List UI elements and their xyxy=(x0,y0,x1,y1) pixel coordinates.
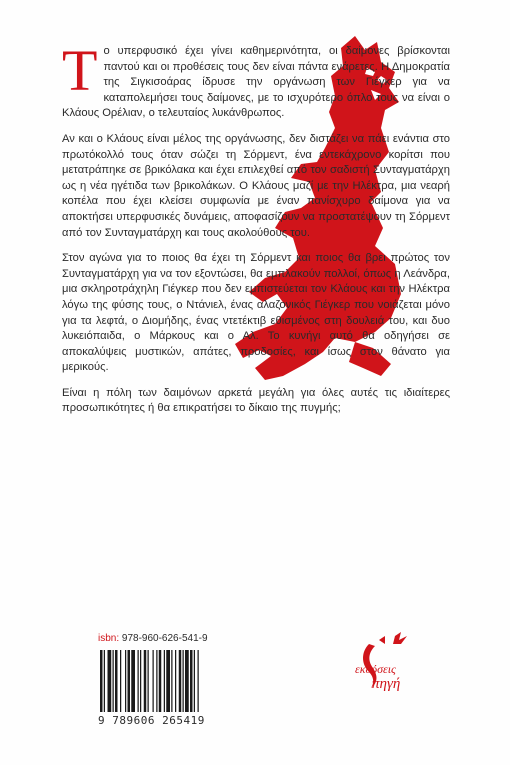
paragraph-3: Στον αγώνα για το ποιος θα έχει τη Σόρμεντ και ποιος θα βρει πρώτος τον Συνταγματάρχη για να τον εξοντώσει, θα εμπλακούν πολλοί, όπως η Λεάνδρα, μια σκληροτράχηλη Γιέγκερ που δεν εμπιστεύεται τον Κλάους και την Ηλέκτρα λόγω της φύσης τους, ο Ντάνιελ, ένας αλαζονικός Γιέγκερ που νοιάζεται μόνο για τα λεφτά, ο Διομήδης, ένας ντετέκτιβ εθισμένος στη δουλειά του, και δυο λυκειόπαιδα, ο Μάρκους και ο Αλ. Το κυνήγι αυτό θα οδηγήσει σε αποκαλύψεις μυστικών, απάτες, προδοσίες, και ίσως στον θάνατο για μερικούς. xyxy=(62,252,450,374)
barcode-bar xyxy=(131,650,135,712)
barcode-bar xyxy=(104,650,105,712)
barcode-bar xyxy=(159,650,162,712)
barcode-bar xyxy=(100,650,103,712)
barcode-bar xyxy=(144,650,147,712)
paragraph-4: Είναι η πόλη των δαιμόνων αρκετά μεγάλη για όλες αυτές τις ιδιαίτερες προσωπικότητες ή θα επικρατήσει το δίκαιο της πυγμής; xyxy=(62,386,450,415)
barcode-bar xyxy=(148,650,149,712)
barcode-bar xyxy=(115,650,118,712)
paragraph-2: Αν και ο Κλάους είναι μέλος της οργάνωσης, δεν διστάζει να πάει ενάντια στο πρωτόκολλό τους όταν σώζει τη Σόρμεντ, ένα εντεκάχρονο κορίτσι που μετατράπηκε σε βρικόλακα και έχει επιλεχθεί από τον σαδιστή Συνταγματάρχη ως η νέα ηγέτιδα των βρικολάκων. Ο Κλάους μαζί με την Ηλέκτρα, μια νεαρή κοπέλα που έχει κλείσει συμφωνία με έναν πανίσχυρο δαίμονα για να αποκτήσει υπερφυσικές δυνάμεις, αποφασίζουν να προστατέψουν τη Σόρμεντ από τον Συνταγματάρχη και τους ακολούθους του. xyxy=(62,132,450,239)
barcode-bar xyxy=(198,650,199,712)
publisher-name-line1: εκδόσεις xyxy=(355,662,396,676)
barcode-bar xyxy=(138,650,139,712)
barcode-bar xyxy=(125,650,126,712)
barcode-bar xyxy=(183,650,184,712)
isbn-label: isbn: xyxy=(98,633,120,644)
paragraph-1: Το υπερφυσικό έχει γίνει καθημερινότητα, οι δαίμονες βρίσκονται παντού και οι προθέσεις τους δεν είναι πάντα ενάρετες. Η Δημοκρατία της Σιγκισοάρας ίδρυσε την οργάνωση των Γιέγκερ για να καταπολεμήσει τους δαίμονες, με το ισχυρότερο όπλο τους να είναι ο Κλάους Ορέλιαν, ο τελευταίος λυκάνθρωπος. xyxy=(62,38,450,120)
isbn xyxy=(98,633,208,644)
blurb xyxy=(62,38,450,427)
barcode-bar xyxy=(120,650,121,712)
barcode-bar xyxy=(164,650,165,712)
barcode-bar xyxy=(128,650,131,712)
barcode xyxy=(98,650,248,712)
barcode-bar xyxy=(166,650,170,712)
barcode-bar xyxy=(194,650,195,712)
barcode-bar xyxy=(171,650,172,712)
publisher-name-line2: πηγή xyxy=(372,676,401,692)
barcode-bar xyxy=(185,650,189,712)
barcode-bar xyxy=(108,650,112,712)
barcode-bar xyxy=(113,650,114,712)
drop-cap: Τ xyxy=(62,38,98,103)
barcode-bar xyxy=(190,650,193,712)
barcode-bar xyxy=(175,650,176,712)
barcode-bar xyxy=(179,650,182,712)
barcode-bar xyxy=(156,650,157,712)
barcode-digits: 9 789606 265419 xyxy=(98,714,205,727)
isbn-value: 978-960-626-541-9 xyxy=(121,633,208,644)
barcode-bar xyxy=(140,650,141,712)
barcode-bar xyxy=(153,650,154,712)
